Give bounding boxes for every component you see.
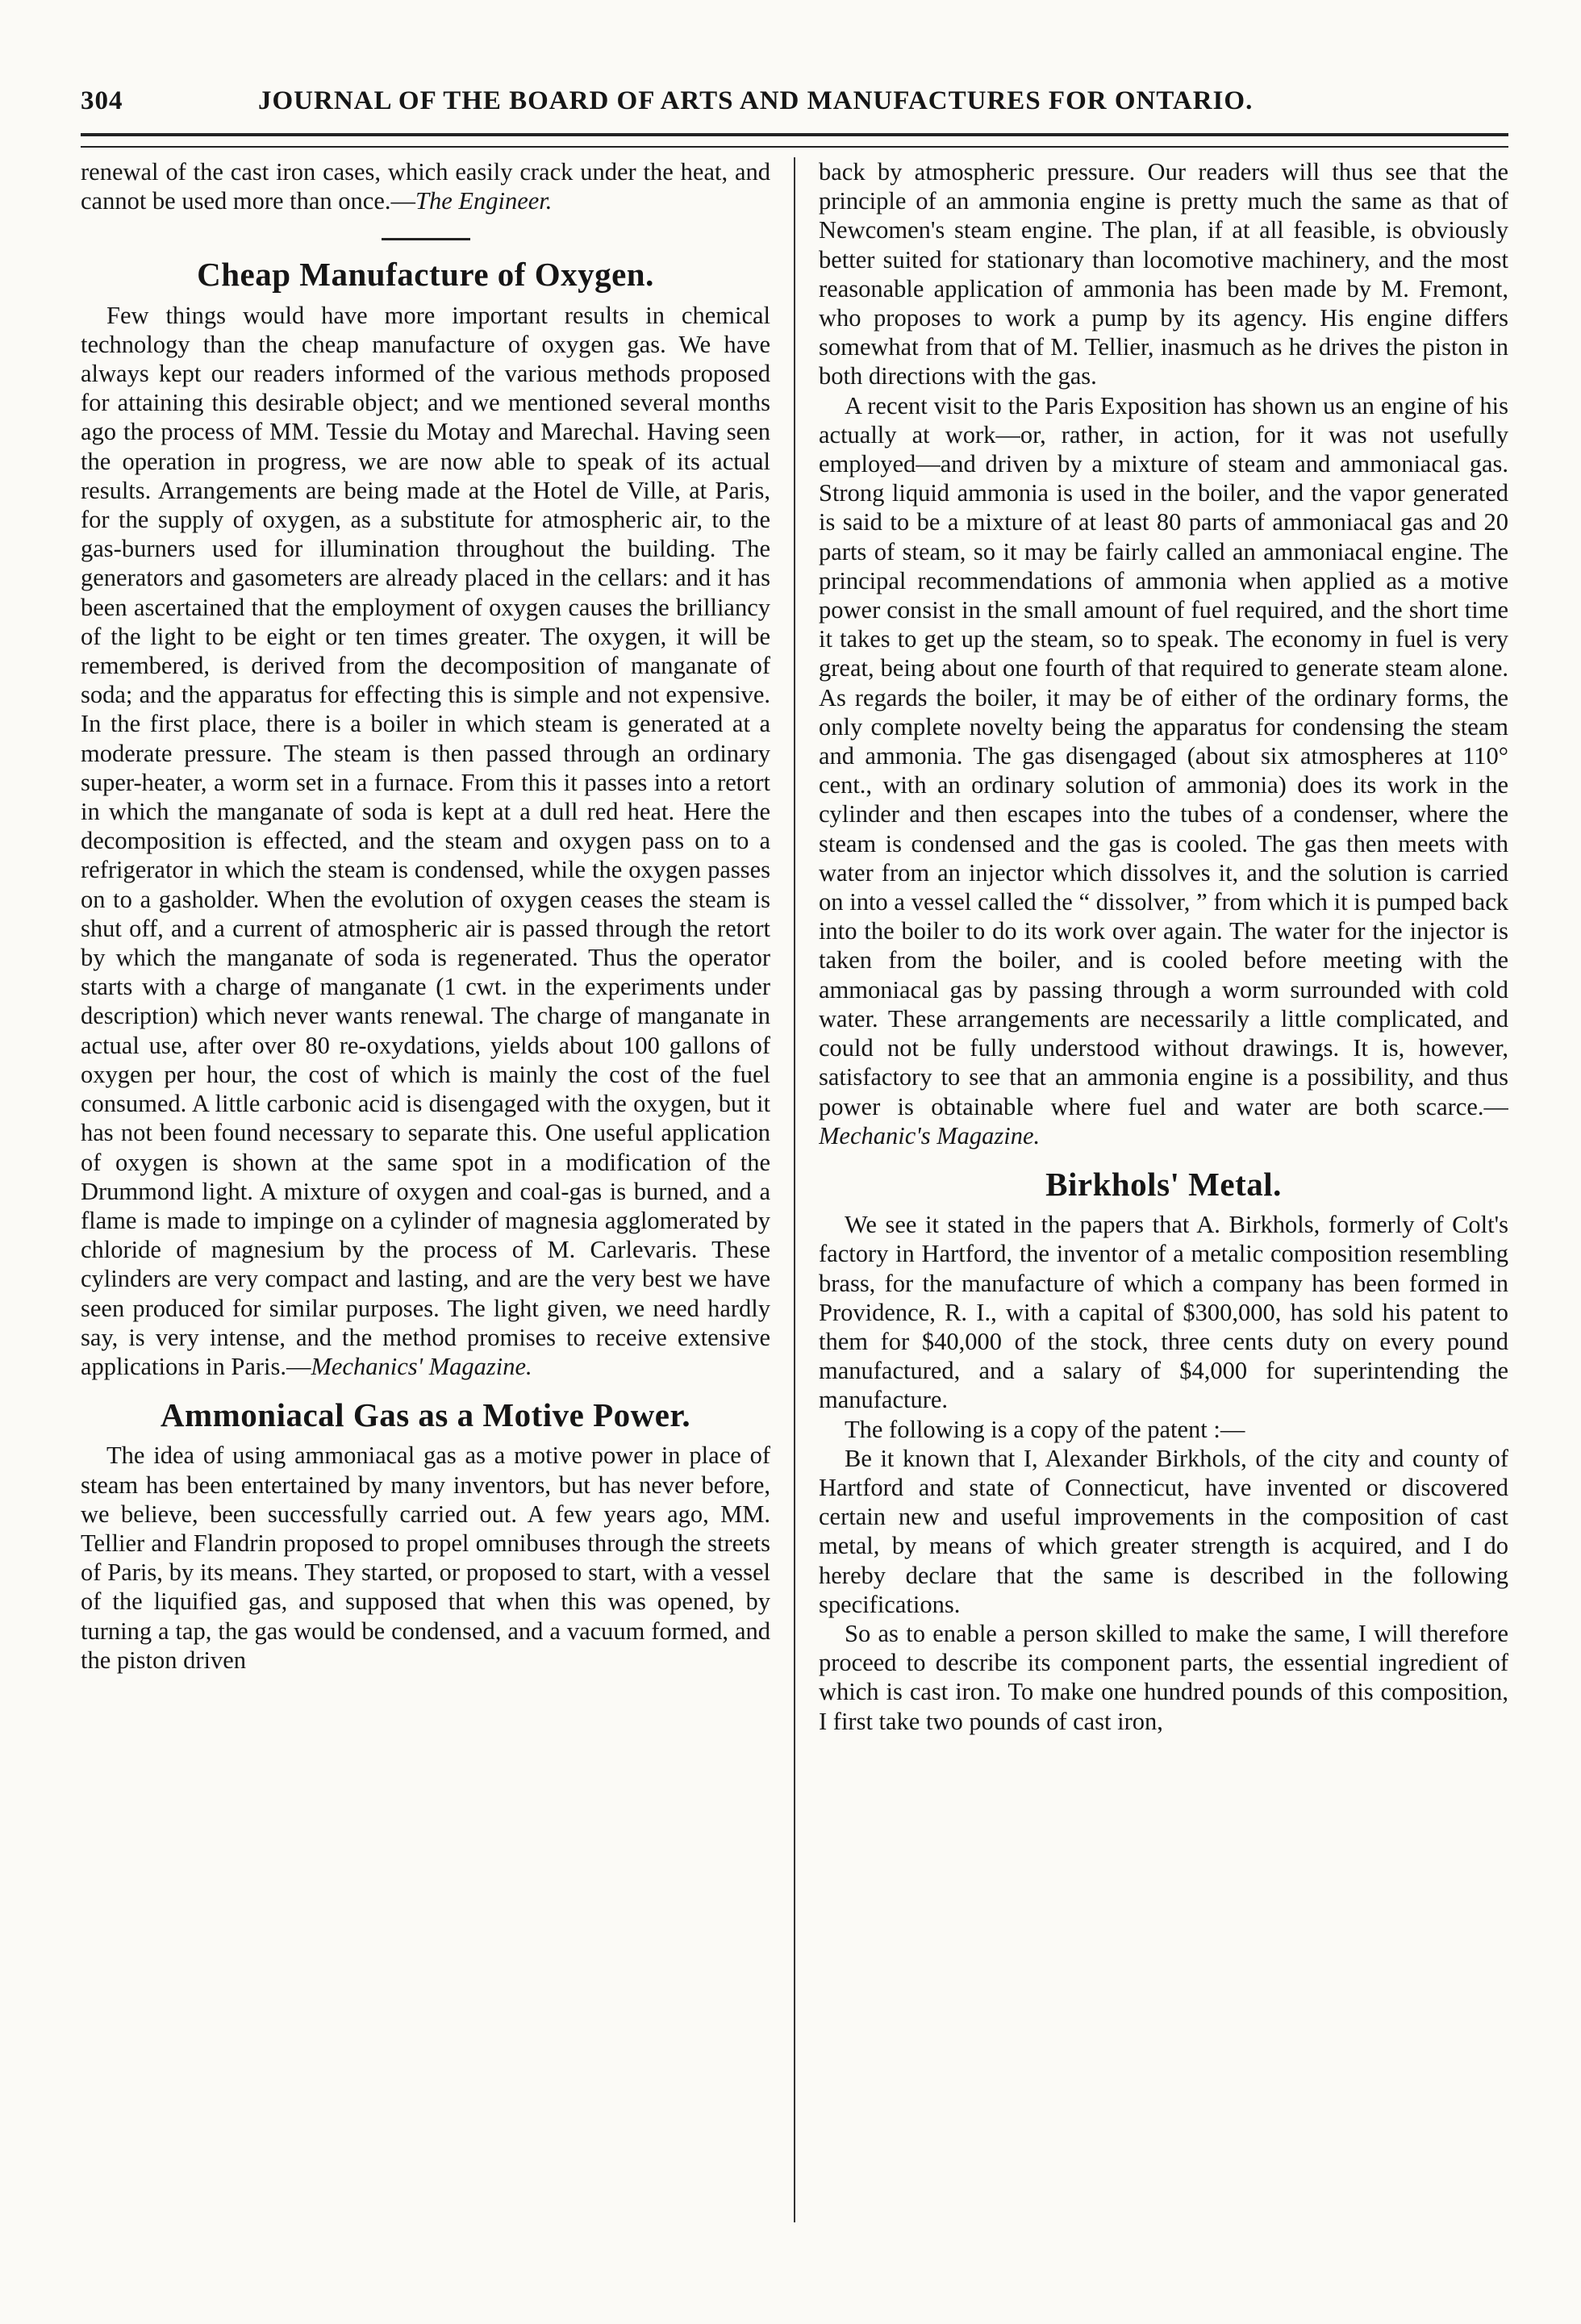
continuation-text: renewal of the cast iron cases, which easily crack under the heat, and cannot be used more than once.— <box>81 158 770 215</box>
column-divider <box>794 157 795 2222</box>
metal-article-paragraph-3: Be it known that I, Alexander Birkhols, of the city and county of Hartford and state of Connecticut, have invented or discovered certain new and useful improvements in the composition of cast metal, by means of which greater strength is acquired, and I do hereby declare that the same is described in the following specifications. <box>819 1444 1508 1618</box>
oxygen-article-title: Cheap Manufacture of Oxygen. <box>197 256 654 294</box>
continuation-paragraph <box>81 157 770 215</box>
continuation-source: The Engineer. <box>415 187 553 215</box>
running-head <box>81 77 1508 125</box>
ammonia-article-paragraph-2 <box>819 391 1508 1150</box>
metal-article-title: Birkhols' Metal. <box>1045 1165 1282 1203</box>
oxygen-article-paragraph <box>81 301 770 1382</box>
ammonia-article-continuation: back by atmospheric pressure. Our readers will thus see that the principle of an ammonia engine is pretty much the same as that of Newcomen's steam engine. The plan, if at all feasible, is obviously better suited for stationary than locomotive machinery, and the most reasonable application of ammonia has been made by M. Fremont, who proposes to work a pump by its agency. His engine differs somewhat from that of M. Tellier, inasmuch as he drives the piston in both directions with the gas. <box>819 158 1508 390</box>
ammonia-article-body: The idea of using ammoniacal gas as a motive power in place of steam has been entertained by many inventors, but has never before, we believe, been successfully carried out. A few years ago, MM. Tellier and Flandrin proposed to propel omnibuses through the streets of Paris, by its means. They started, or proposed to start, with a vessel of the liquified gas, and supposed that when this was opened, by turning a tap, the gas would be condensed, and a vacuum formed, and the piston driven <box>81 1442 770 1674</box>
metal-article-paragraph-1: We see it stated in the papers that A. Birkhols, formerly of Colt's factory in Hartford, the inventor of a metalic composition resembling brass, for the manufacture of which a company has been formed in Providence, R. I., with a capital of $300,000, has sold his patent to them for $40,000 of the stock, three cents duty on every pound manufactured, and a salary of $4,000 for superintending the manufacture. <box>819 1211 1508 1414</box>
ammonia-article-source: Mechanic's Magazine. <box>819 1121 1041 1149</box>
journal-page <box>81 77 1508 2271</box>
left-column <box>81 157 770 2263</box>
page-number: 304 <box>81 86 123 115</box>
oxygen-article-body: Few things would have more important results in chemical technology than the cheap manufacture of oxygen gas. We have always kept our readers informed of the various methods proposed for attaining this desirable object; and we mentioned several months ago the process of MM. Tessie du Motay and Marechal. Having seen the operation in progress, we are now able to speak of its actual results. Arrangements are being made at the Hotel de Ville, at Paris, for the supply of oxygen, as a substitute for atmospheric air, to the gas-burners used for illumination throughout the building. The generators and gasometers are already placed in the cellars: and it has been ascertained that the employment of oxygen causes the brilliancy of the light to be eight or ten times greater. The oxygen, it will be remembered, is derived from the decomposition of manganate of soda; and the apparatus for effecting this is simple and not expensive. In the first place, there is a boiler in which steam is generated at a moderate pressure. The steam is then passed through an ordinary super-heater, a worm set in a furnace. From this it passes into a retort in which the manganate of soda is kept at a dull red heat. Here the decomposition is effected, and the steam and oxygen pass on to a refrigerator in which the steam is condensed, while the oxygen passes on to a gasholder. When the evolution of oxygen ceases the steam is shut off, and a current of atmospheric air is passed through the retort by which the manganate of soda is regenerated. Thus the operator starts with a charge of manganate (1 cwt. in the experiments under description) which never wants renewal. The charge of manganate in actual use, after over 80 re-oxydations, yields about 100 gallons of oxygen per hour, the cost of which is mainly the cost of the fuel consumed. A little carbonic acid is disengaged with the oxygen, but it has not been found necessary to separate this. One useful application of oxygen is shown at the same spot in a modification of the Drummond light. A mixture of oxygen and coal-gas is burned, and a flame is made to impinge on a cylinder of magnesia agglomerated by chloride of magnesium by the process of M. Carlevaris. These cylinders are very compact and lasting, and are the very best we have seen produced for similar purposes. The light given, we need hardly say, is very intense, and the method promises to receive extensive applications in Paris.— <box>81 301 770 1380</box>
metal-article-paragraph-4: So as to enable a person skilled to make the same, I will therefore proceed to describe its component parts, the essential ingredient of which is cast iron. To make one hundred pounds of this composition, I first take two pounds of cast iron, <box>819 1619 1508 1735</box>
journal-title: JOURNAL OF THE BOARD OF ARTS AND MANUFACTURES FOR ONTARIO. <box>258 86 1254 115</box>
ammonia-article-text-2: A recent visit to the Paris Exposition has shown us an engine of his actually at work—or, rather, in action, for it was not usefully employed—and driven by a mixture of steam and ammoniacal gas. Strong liquid ammonia is used in the boiler, and the vapor generated is said to be a mixture of at least 80 parts of ammoniacal gas and 20 parts of steam, so it may be fairly called an ammoniacal engine. The principal recommendations of ammonia when applied as a motive power consist in the small amount of fuel required, and the short time it takes to get up the steam, so to speak. The economy in fuel is very great, being about one fourth of that required to generate steam alone. As regards the boiler, it may be of either of the ordinary forms, the only complete novelty being the apparatus for condensing the steam and ammonia. The gas disengaged (about six atmospheres at 110° cent., with an ordinary solution of ammonia) does its work in the cylinder and then escapes into the tubes of a condenser, where the steam is condensed and the gas is cooled. The gas then meets with water from an injector which dissolves it, and the solution is carried on into a vessel called the “ dissolver, ” from which it is pumped back into the boiler to do its work over again. The water for the injector is taken from the boiler, and is cooled before meeting with the ammoniacal gas by passing through a worm surrounded with cold water. These arrangements are necessarily a little complicated, and could not be fully understood without drawings. It is, however, satisfactory to see that an ammonia engine is a possibility, and thus power is obtainable where fuel and water are both scarce.— <box>819 391 1508 1120</box>
section-divider <box>382 238 470 240</box>
oxygen-article-source: Mechanics' Magazine. <box>311 1352 532 1380</box>
metal-article-paragraph-2: The following is a copy of the patent :— <box>845 1415 1245 1443</box>
right-column <box>819 157 1508 2263</box>
header-double-rule <box>81 133 1508 148</box>
article-columns <box>81 157 1508 2263</box>
ammonia-article-title: Ammoniacal Gas as a Motive Power. <box>160 1396 691 1434</box>
